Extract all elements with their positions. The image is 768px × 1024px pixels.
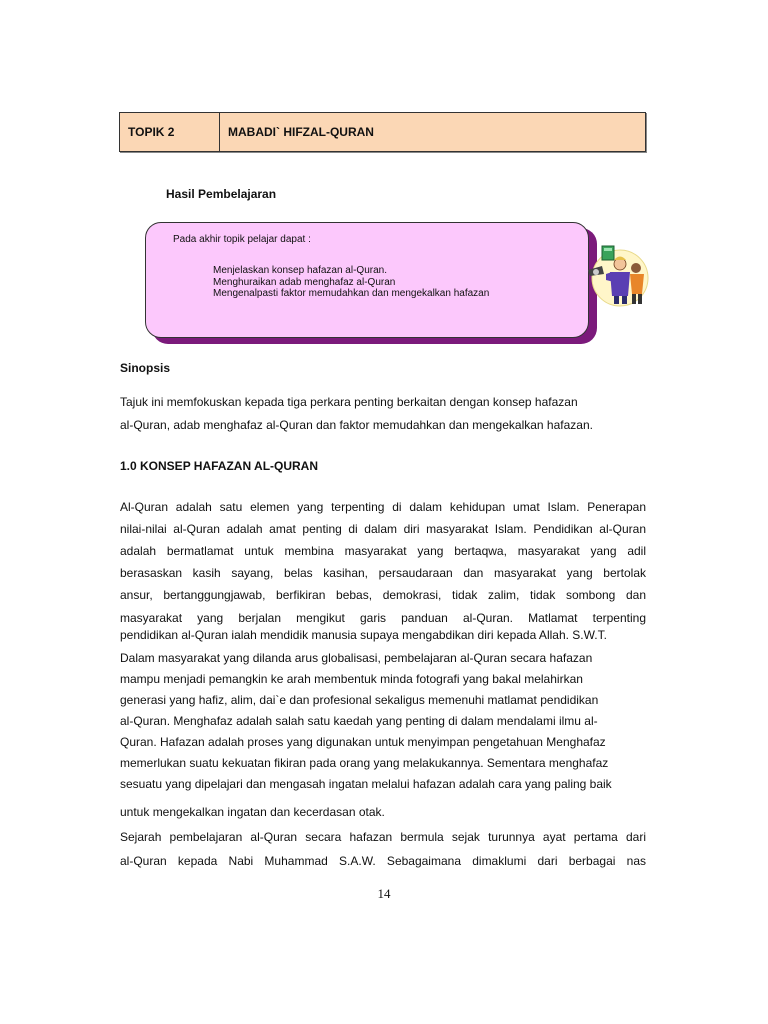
synopsis-paragraph [120, 391, 646, 437]
section-heading: 1.0 KONSEP HAFAZAN AL-QURAN [120, 459, 319, 473]
outcomes-intro: Pada akhir topik pelajar dapat : [173, 234, 311, 245]
learning-outcomes-box [145, 222, 589, 338]
topic-number: TOPIK 2 [120, 113, 220, 151]
outcome-item: Menghuraikan adab menghafaz al-Quran [213, 276, 396, 288]
section-paragraph [120, 496, 646, 823]
paragraph-line: al-Quran, adab menghafaz al-Quran dan faktor memudahkan dan mengekalkan hafazan. [120, 418, 593, 432]
paragraph-line: memerlukan suatu kekuatan fikiran pada orang yang melakukannya. Sementara menghafaz [120, 756, 609, 770]
paragraph-line: nilai-nilai al-Quran adalah amat penting di dalam diri masyarakat Islam. Pendidikan al-Quran [120, 522, 646, 536]
paragraph-line: sesuatu yang dipelajari dan mengasah ingatan melalui hafazan adalah cara yang paling baik [120, 777, 612, 791]
outcome-item: Menjelaskan konsep hafazan al-Quran. [213, 265, 387, 276]
paragraph-line: Dalam masyarakat yang dilanda arus globalisasi, pembelajaran al-Quran secara hafazan [120, 651, 593, 665]
topic-title: MABADI` HIFZAL-QURAN [228, 125, 374, 139]
paragraph-line: adalah bermatlamat untuk membina masyarakat yang bertaqwa, masyarakat yang adil [120, 544, 646, 558]
paragraph-line: Sejarah pembelajaran al-Quran secara hafazan bermula sejak turunnya ayat pertama dari [120, 830, 646, 844]
paragraph-line: berasaskan kasih sayang, belas kasihan, persaudaraan dan masyarakat yang bertolak [120, 566, 646, 580]
page-number: 14 [377, 886, 391, 901]
paragraph-line: untuk mengekalkan ingatan dan kecerdasan otak. [120, 805, 385, 819]
outcomes-list [213, 265, 489, 300]
outcome-item: Mengenalpasti faktor memudahkan dan mengekalkan hafazan [213, 288, 490, 299]
paragraph-line: pendidikan al-Quran ialah mendidik manusia supaya mengabdikan diri kepada Allah. S.W.T. [120, 628, 607, 642]
learning-outcomes-heading: Hasil Pembelajaran [166, 187, 277, 201]
synopsis-heading: Sinopsis [120, 361, 171, 375]
students-clipart-icon [584, 238, 652, 308]
paragraph-line: Quran. Hafazan adalah proses yang digunakan untuk menyimpan pengetahuan Menghafaz [120, 735, 606, 749]
paragraph-line: masyarakat yang berjalan mengikut garis panduan al-Quran. Matlamat terpenting [120, 611, 646, 625]
paragraph-line: al-Quran. Menghafaz adalah salah satu kaedah yang penting di dalam mendalami ilmu al- [120, 714, 598, 728]
paragraph-line: al-Quran kepada Nabi Muhammad S.A.W. Sebagaimana dimaklumi dari berbagai nas [120, 854, 646, 868]
history-paragraph [120, 825, 646, 873]
topic-header-table [119, 112, 646, 152]
paragraph-line: Tajuk ini memfokuskan kepada tiga perkara penting berkaitan dengan konsep hafazan [120, 395, 578, 409]
paragraph-line: ansur, bertanggungjawab, berfikiran bebas, demokrasi, tidak zalim, tidak sombong dan [120, 588, 646, 602]
paragraph-line: generasi yang hafiz, alim, dai`e dan profesional sekaligus memenuhi matlamat pendidikan [120, 693, 599, 707]
paragraph-line: Al-Quran adalah satu elemen yang terpenting di dalam kehidupan umat Islam. Penerapan [120, 500, 646, 514]
paragraph-line: mampu menjadi pemangkin ke arah membentuk minda fotografi yang bakal melahirkan [120, 672, 583, 686]
